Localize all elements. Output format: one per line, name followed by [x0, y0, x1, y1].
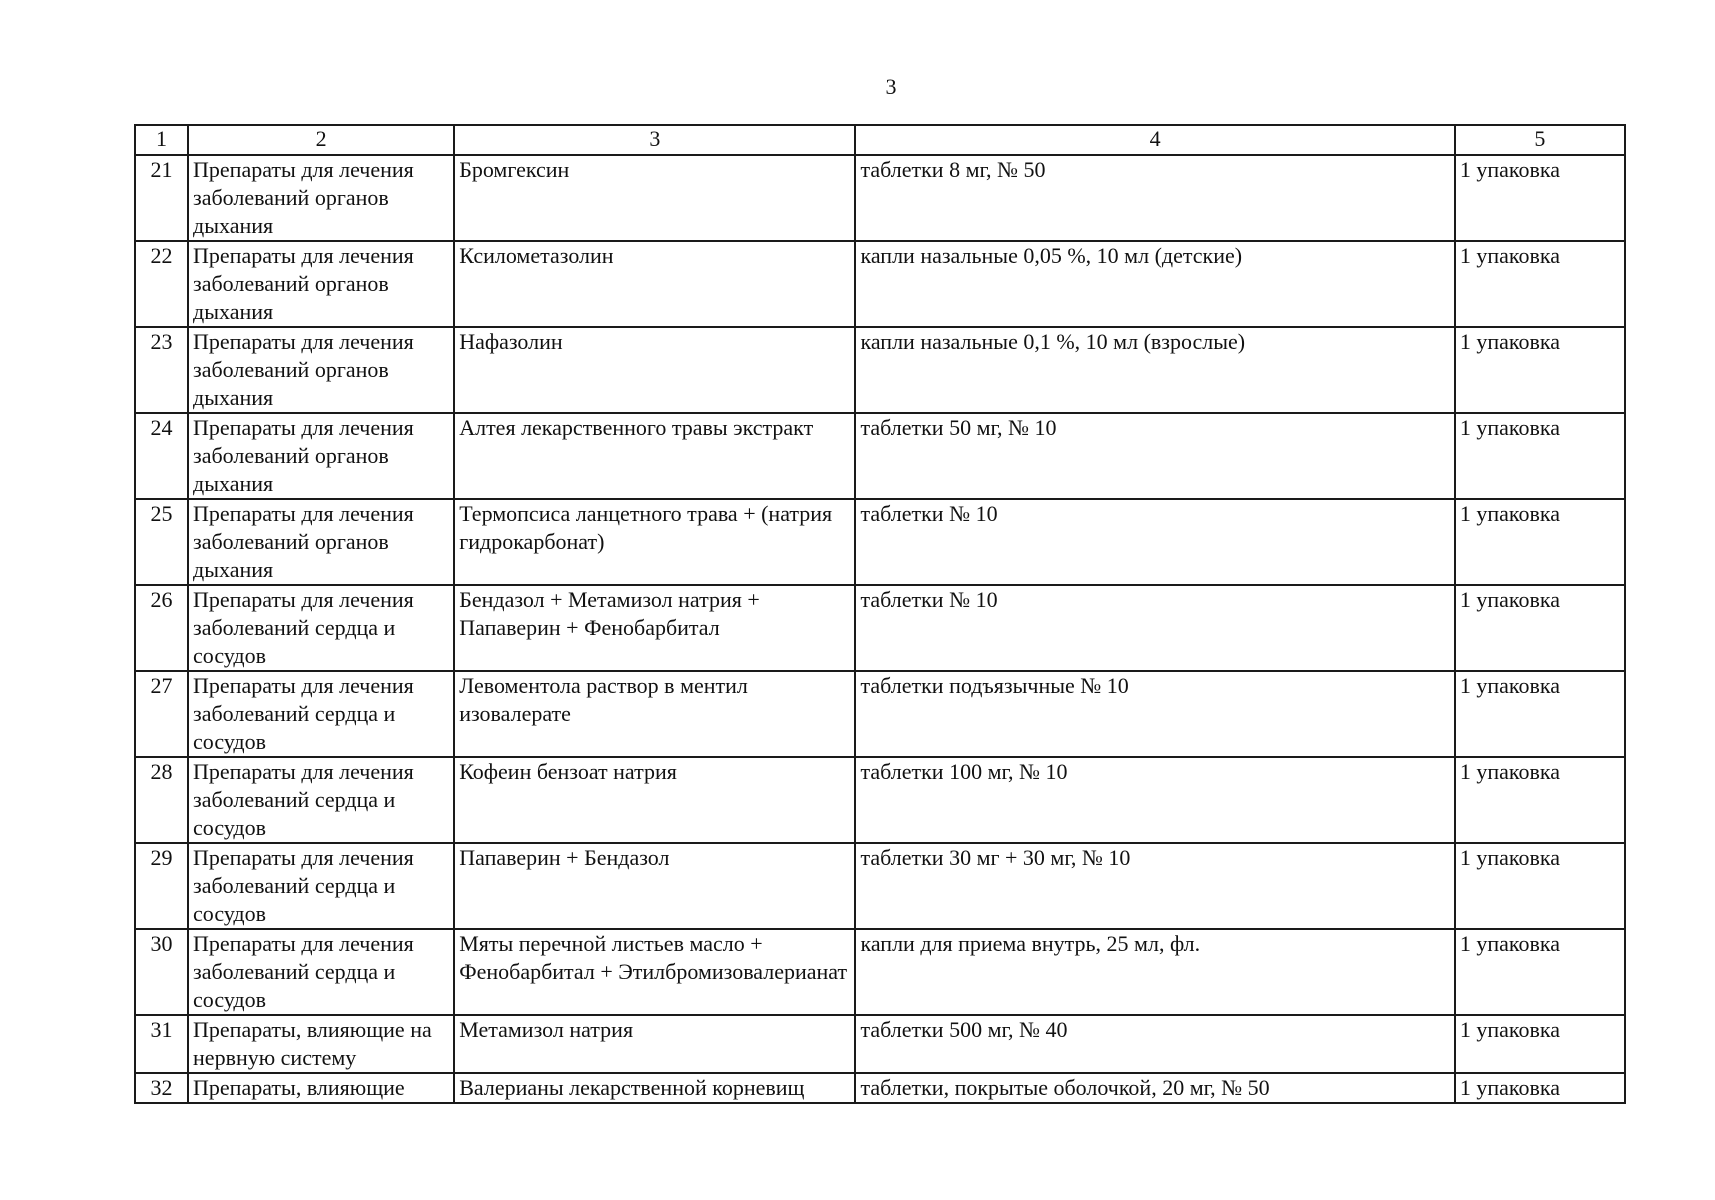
row-number: 24 — [135, 413, 188, 499]
drug-group: Препараты для лечения заболеваний сердца и сосудов — [188, 929, 454, 1015]
header-col-4: 4 — [855, 125, 1454, 155]
row-number: 21 — [135, 155, 188, 241]
header-col-2: 2 — [188, 125, 454, 155]
table-row — [135, 155, 1625, 241]
dosage-form: таблетки 30 мг + 30 мг, № 10 — [855, 843, 1454, 929]
drug-name: Левоментола раствор в ментил изовалерате — [454, 671, 855, 757]
drug-name: Папаверин + Бендазол — [454, 843, 855, 929]
drug-name: Бендазол + Метамизол натрия + Папаверин + Фенобарбитал — [454, 585, 855, 671]
dosage-form: капли для приема внутрь, 25 мл, фл. — [855, 929, 1454, 1015]
table-row — [135, 929, 1625, 1015]
drug-group: Препараты для лечения заболеваний сердца и сосудов — [188, 757, 454, 843]
dosage-form: таблетки 500 мг, № 40 — [855, 1015, 1454, 1073]
table-row — [135, 1015, 1625, 1073]
row-number: 25 — [135, 499, 188, 585]
quantity: 1 упаковка — [1455, 327, 1625, 413]
row-number: 30 — [135, 929, 188, 1015]
drug-group: Препараты для лечения заболеваний сердца и сосудов — [188, 671, 454, 757]
drug-group: Препараты для лечения заболеваний органов дыхания — [188, 413, 454, 499]
row-number: 23 — [135, 327, 188, 413]
table-row — [135, 843, 1625, 929]
table-row — [135, 327, 1625, 413]
drug-name: Метамизол натрия — [454, 1015, 855, 1073]
drug-name: Ксилометазолин — [454, 241, 855, 327]
dosage-form: таблетки № 10 — [855, 585, 1454, 671]
quantity: 1 упаковка — [1455, 585, 1625, 671]
drug-name: Кофеин бензоат натрия — [454, 757, 855, 843]
row-number: 28 — [135, 757, 188, 843]
quantity: 1 упаковка — [1455, 929, 1625, 1015]
quantity: 1 упаковка — [1455, 499, 1625, 585]
quantity: 1 упаковка — [1455, 241, 1625, 327]
drug-group: Препараты для лечения заболеваний сердца и сосудов — [188, 843, 454, 929]
drug-group: Препараты для лечения заболеваний сердца и сосудов — [188, 585, 454, 671]
drug-name: Термопсиса ланцетного трава + (натрия гидрокарбонат) — [454, 499, 855, 585]
row-number: 27 — [135, 671, 188, 757]
drug-group: Препараты для лечения заболеваний органов дыхания — [188, 155, 454, 241]
medication-table — [134, 124, 1626, 1104]
header-row — [135, 125, 1625, 155]
row-number: 22 — [135, 241, 188, 327]
quantity: 1 упаковка — [1455, 155, 1625, 241]
drug-name: Валерианы лекарственной корневищ — [454, 1073, 855, 1103]
dosage-form: таблетки подъязычные № 10 — [855, 671, 1454, 757]
table-row — [135, 585, 1625, 671]
header-col-3: 3 — [454, 125, 855, 155]
drug-name: Нафазолин — [454, 327, 855, 413]
quantity: 1 упаковка — [1455, 757, 1625, 843]
row-number: 32 — [135, 1073, 188, 1103]
header-col-1: 1 — [135, 125, 188, 155]
dosage-form: таблетки 8 мг, № 50 — [855, 155, 1454, 241]
row-number: 31 — [135, 1015, 188, 1073]
quantity: 1 упаковка — [1455, 1015, 1625, 1073]
drug-group: Препараты для лечения заболеваний органов дыхания — [188, 499, 454, 585]
drug-group: Препараты для лечения заболеваний органов дыхания — [188, 327, 454, 413]
quantity: 1 упаковка — [1455, 1073, 1625, 1103]
drug-group: Препараты для лечения заболеваний органов дыхания — [188, 241, 454, 327]
drug-group: Препараты, влияющие — [188, 1073, 454, 1103]
table-row — [135, 671, 1625, 757]
dosage-form: таблетки, покрытые оболочкой, 20 мг, № 50 — [855, 1073, 1454, 1103]
page-number: 3 — [885, 74, 897, 99]
row-number: 26 — [135, 585, 188, 671]
table-row — [135, 757, 1625, 843]
dosage-form: таблетки № 10 — [855, 499, 1454, 585]
dosage-form: капли назальные 0,05 %, 10 мл (детские) — [855, 241, 1454, 327]
drug-name: Бромгексин — [454, 155, 855, 241]
quantity: 1 упаковка — [1455, 413, 1625, 499]
dosage-form: таблетки 50 мг, № 10 — [855, 413, 1454, 499]
row-number: 29 — [135, 843, 188, 929]
quantity: 1 упаковка — [1455, 671, 1625, 757]
drug-group: Препараты, влияющие на нервную систему — [188, 1015, 454, 1073]
quantity: 1 упаковка — [1455, 843, 1625, 929]
header-col-5: 5 — [1455, 125, 1625, 155]
drug-name: Алтея лекарственного травы экстракт — [454, 413, 855, 499]
dosage-form: капли назальные 0,1 %, 10 мл (взрослые) — [855, 327, 1454, 413]
table-row — [135, 241, 1625, 327]
table-row — [135, 413, 1625, 499]
table-row — [135, 499, 1625, 585]
dosage-form: таблетки 100 мг, № 10 — [855, 757, 1454, 843]
table-row — [135, 1073, 1625, 1103]
drug-name: Мяты перечной листьев масло + Фенобарбитал + Этилбромизовалерианат — [454, 929, 855, 1015]
